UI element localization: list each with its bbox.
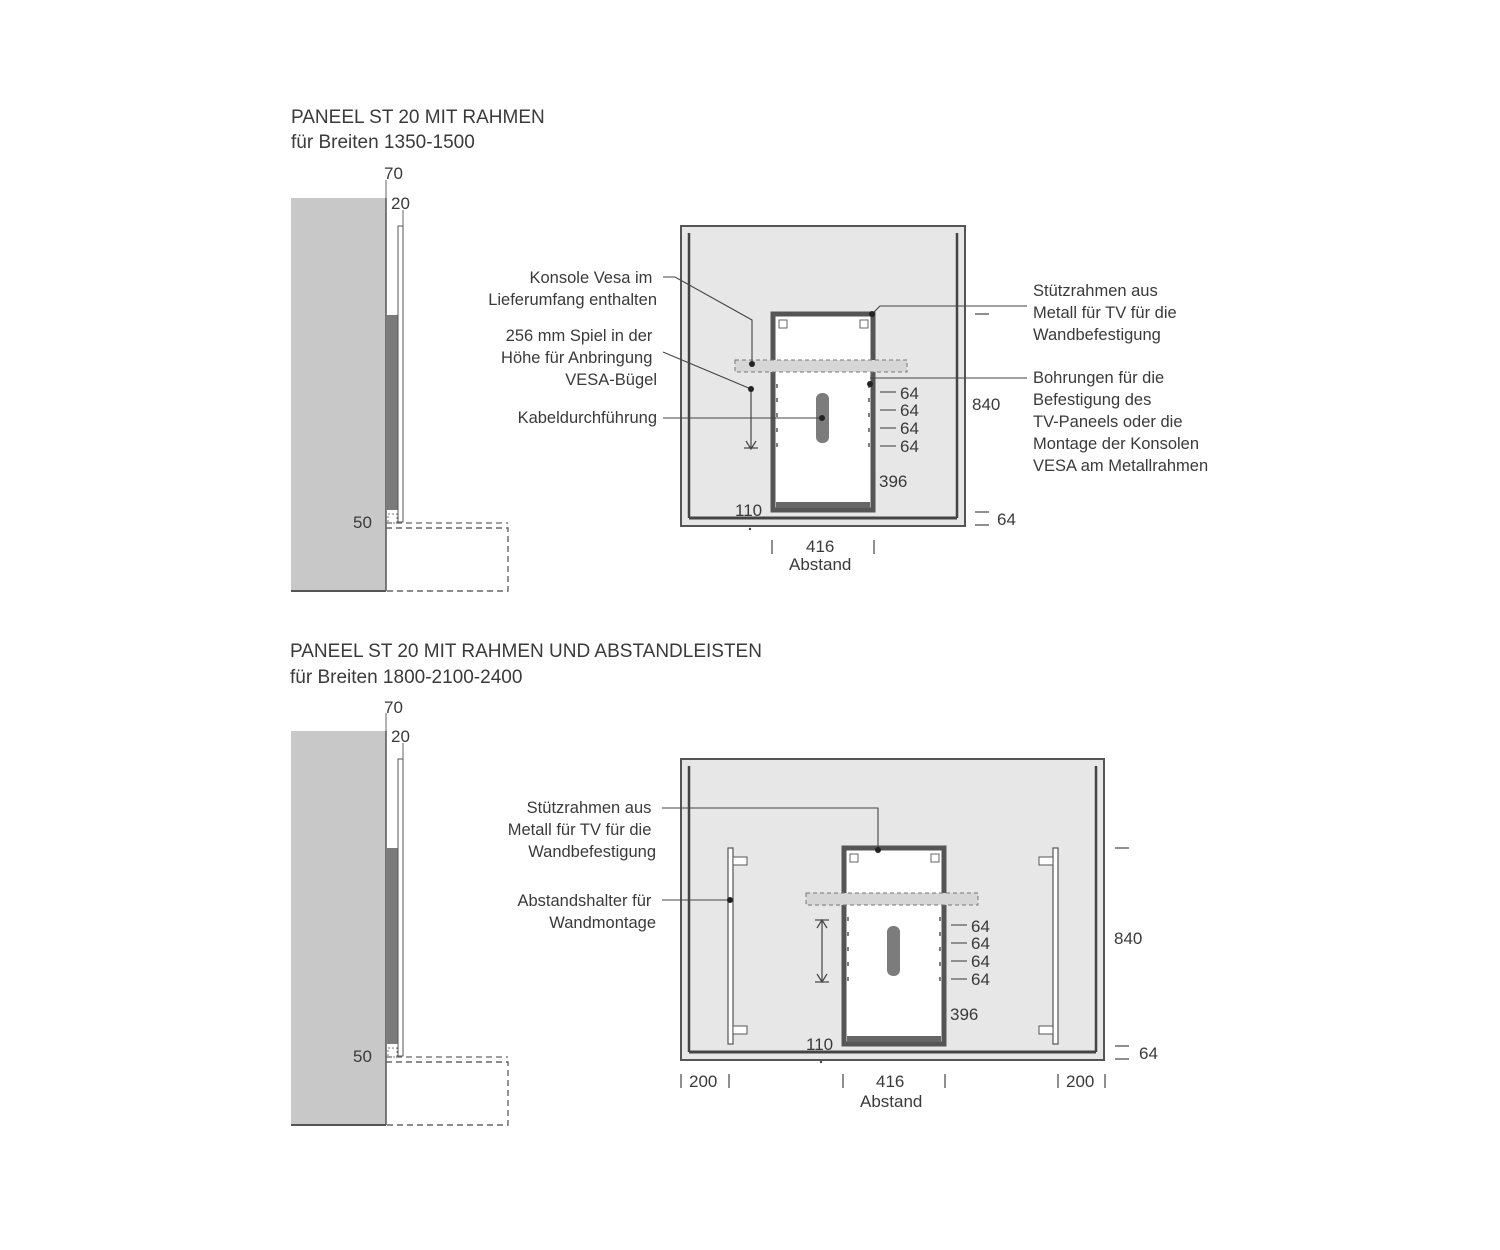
cable-opening <box>887 926 900 976</box>
callout-support-frame: Stützrahmen aus Metall für TV für die Wandbefestigung <box>1033 282 1177 344</box>
dim-50: 50 <box>353 513 372 532</box>
dim-64-2: 64 <box>971 934 990 953</box>
dim-70: 70 <box>384 164 403 183</box>
dim-396: 396 <box>879 472 908 491</box>
dim-70: 70 <box>384 698 403 717</box>
dim-64-3: 64 <box>900 419 919 438</box>
vesa-console <box>806 893 978 905</box>
abstand-label: Abstand <box>789 555 852 574</box>
dim-64-bottom: 64 <box>1139 1044 1158 1063</box>
section-2-subtitle: für Breiten 1800-2100-2400 <box>290 667 523 688</box>
dim-396: 396 <box>950 1005 979 1024</box>
dim-64-bottom: 64 <box>997 510 1016 529</box>
vesa-console <box>735 360 907 372</box>
section-1-subtitle: für Breiten 1350-1500 <box>291 132 475 153</box>
wall-block <box>291 198 386 591</box>
dim-840: 840 <box>972 395 1001 414</box>
dim-416: 416 <box>806 537 835 556</box>
dim-20: 20 <box>391 194 410 213</box>
spacer-right <box>1053 848 1058 1044</box>
callout-cable: Kabeldurchführung <box>517 409 657 427</box>
side-frame-profile <box>387 848 398 1044</box>
section-1 <box>291 107 1208 591</box>
dim-64-3: 64 <box>971 952 990 971</box>
side-panel-profile <box>398 226 403 522</box>
spacer-left <box>728 848 733 1044</box>
dim-416: 416 <box>876 1072 905 1091</box>
section-2-title: PANEEL ST 20 MIT RAHMEN UND ABSTANDLEISTEN <box>290 641 762 662</box>
dim-64-2: 64 <box>900 401 919 420</box>
abstand-label: Abstand <box>860 1092 923 1111</box>
side-view-1 <box>291 164 508 591</box>
section-2 <box>290 641 1158 1125</box>
dim-110: 110 <box>806 1035 834 1054</box>
callout-support-frame: Stützrahmen aus Metall für TV für die Wandbefestigung <box>507 799 656 861</box>
dim-200-left: 200 <box>689 1072 718 1091</box>
dim-840: 840 <box>1114 929 1143 948</box>
callout-256mm: 256 mm Spiel in der Höhe für Anbringung VESA-Bügel <box>501 327 657 389</box>
callout-holes: Bohrungen für die Befestigung des TV-Paneels oder die Montage der Konsolen VESA am Metallrahmen <box>1033 369 1209 475</box>
callout-spacer: Abstandshalter für Wandmontage <box>517 892 656 932</box>
front-view-1 <box>681 226 1016 574</box>
dim-64-1: 64 <box>900 384 919 403</box>
floor-unit-dashed <box>386 528 508 591</box>
section-1-title: PANEEL ST 20 MIT RAHMEN <box>291 107 545 128</box>
side-view-2 <box>291 698 508 1125</box>
side-frame-profile <box>387 315 398 510</box>
dim-50: 50 <box>353 1047 372 1066</box>
dim-64-4: 64 <box>971 970 990 989</box>
side-panel-profile <box>398 759 403 1056</box>
dim-110: 110 <box>735 501 763 520</box>
floor-unit-dashed <box>386 1062 508 1125</box>
dim-20: 20 <box>391 727 410 746</box>
dim-64-4: 64 <box>900 437 919 456</box>
dim-64-1: 64 <box>971 917 990 936</box>
callout-vesa-console: Konsole Vesa im Lieferumfang enthalten <box>488 269 657 309</box>
dim-200-right: 200 <box>1066 1072 1095 1091</box>
front-view-2 <box>681 759 1158 1111</box>
